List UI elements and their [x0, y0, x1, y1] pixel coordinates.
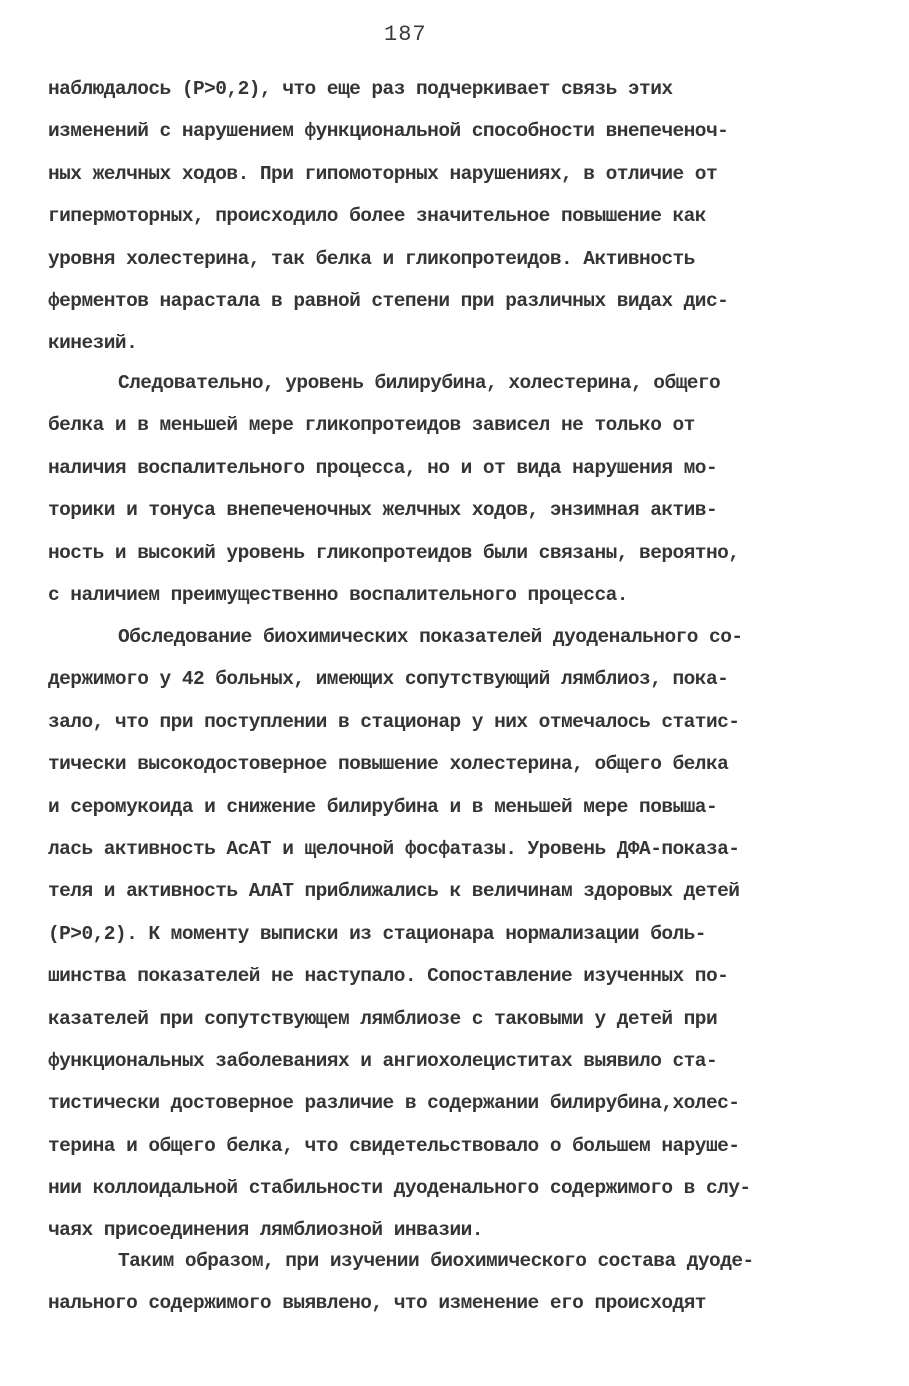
text-line: теля и активность АлАТ приближались к величинам здоровых детей: [48, 880, 740, 903]
text-line: с наличием преимущественно воспалительного процесса.: [48, 583, 628, 606]
page-number: 187: [384, 22, 427, 47]
text-line: кинезий.: [48, 332, 138, 355]
text-line: Обследование биохимических показателей дуоденального со-: [118, 626, 743, 648]
text-line: лась активность АсАТ и щелочной фосфатазы. Уровень ДФА-показа-: [48, 837, 740, 860]
text-line: ность и высокий уровень гликопротеидов были связаны, вероятно,: [48, 541, 740, 564]
text-line: функциональных заболеваниях и ангиохолециститах выявило ста-: [48, 1049, 718, 1072]
text-line: тистически достоверное различие в содержании билирубина,холес-: [48, 1092, 740, 1115]
text-line: нии коллоидальной стабильности дуоденального содержимого в слу-: [48, 1177, 751, 1200]
paragraph-3: [48, 616, 868, 1252]
text-line: нального содержимого выявлено, что изменение его происходят: [48, 1292, 706, 1315]
text-line: Таким образом, при изучении биохимического состава дуоде-: [118, 1250, 754, 1272]
text-line: белка и в меньшей мере гликопротеидов зависел не только от: [48, 414, 695, 437]
text-line: уровня холестерина, так белка и гликопротеидов. Активность: [48, 247, 695, 270]
text-line: тически высокодостоверное повышение холестерина, общего белка: [48, 753, 729, 776]
text-line: наличия воспалительного процесса, но и от вида нарушения мо-: [48, 456, 718, 479]
text-line: ных желчных ходов. При гипомоторных нарушениях, в отличие от: [48, 162, 718, 185]
text-line: наблюдалось (P>0,2), что еще раз подчеркивает связь этих: [48, 78, 673, 100]
text-line: шинства показателей не наступало. Сопоставление изученных по-: [48, 965, 729, 988]
text-line: терина и общего белка, что свидетельствовало о большем наруше-: [48, 1134, 740, 1157]
text-line: чаях присоединения лямблиозной инвазии.: [48, 1219, 483, 1242]
text-line: и серомукоида и снижение билирубина и в меньшей мере повыша-: [48, 795, 718, 818]
paragraph-4: [48, 1240, 868, 1325]
text-line: держимого у 42 больных, имеющих сопутствующий лямблиоз, пока-: [48, 668, 729, 691]
text-line: казателей при сопутствующем лямблиозе с таковыми у детей при: [48, 1007, 718, 1030]
text-line: ферментов нарастала в равной степени при различных видах дис-: [48, 289, 729, 312]
text-line: торики и тонуса внепеченочных желчных ходов, энзимная актив-: [48, 499, 718, 522]
text-line: изменений с нарушением функциональной способности внепеченоч-: [48, 120, 729, 143]
text-line: гипермоторных, происходило более значительное повышение как: [48, 205, 706, 228]
text-line: Следовательно, уровень билирубина, холестерина, общего: [118, 372, 721, 394]
text-line: зало, что при поступлении в стационар у них отмечалось статис-: [48, 710, 740, 733]
paragraph-1: [48, 68, 868, 365]
text-line: (P>0,2). К моменту выписки из стационара нормализации боль-: [48, 922, 706, 945]
paragraph-2: [48, 362, 868, 616]
